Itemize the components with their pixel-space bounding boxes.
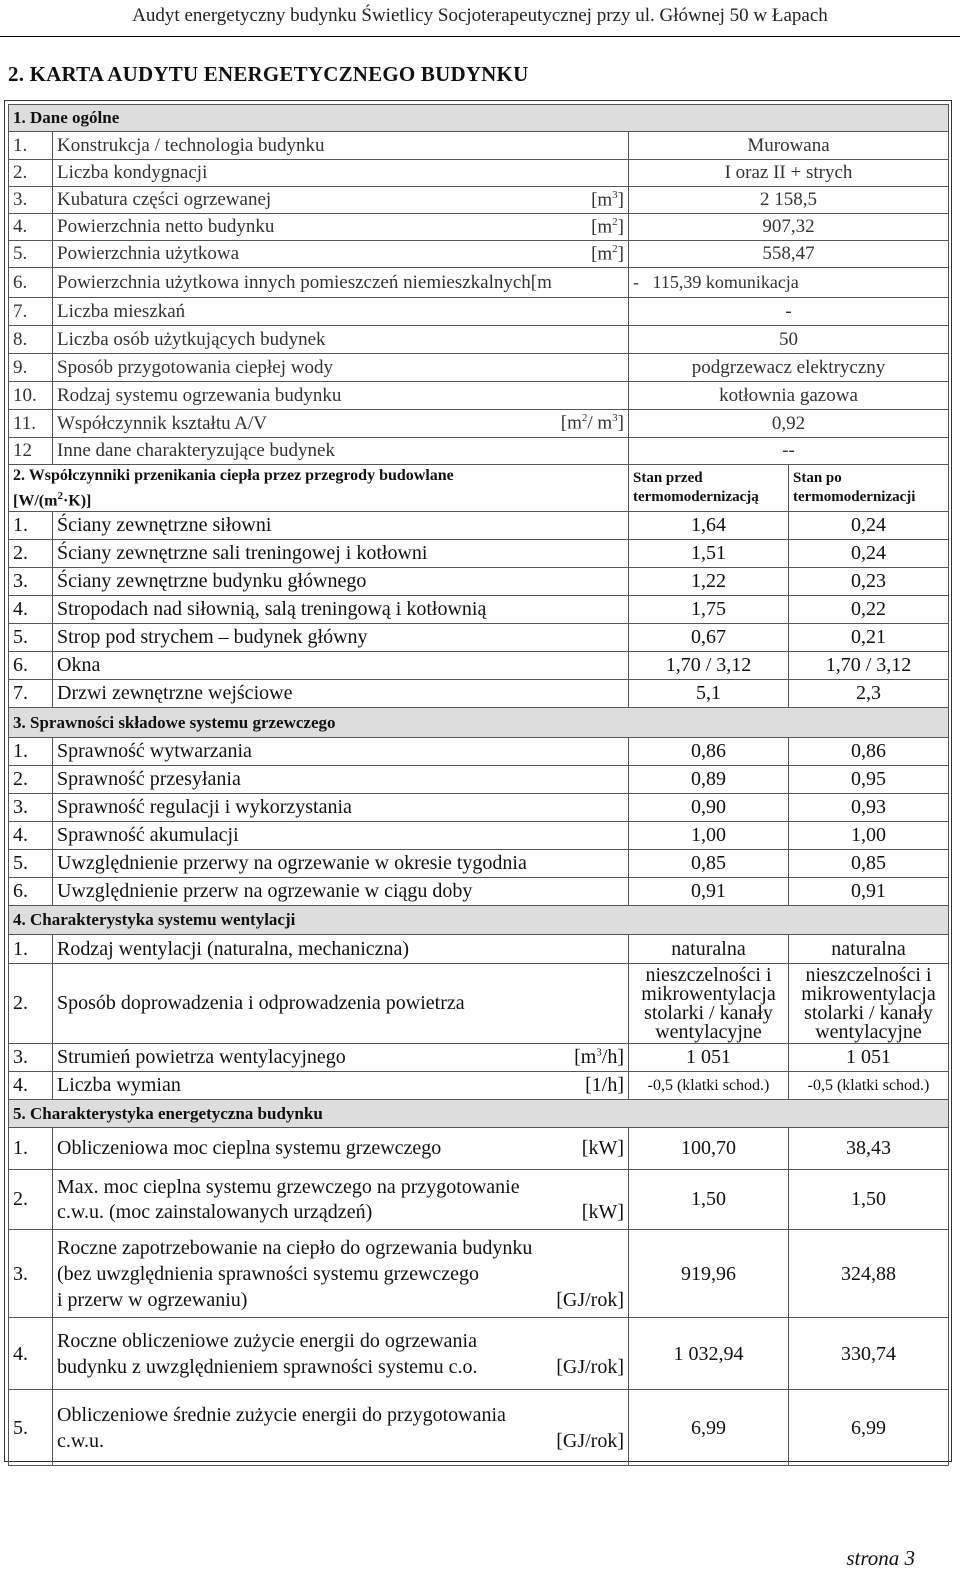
table-row: 5. Powierzchnia użytkowa $[m^2]$ 558,47 <box>9 241 949 268</box>
table-row: 8. Liczba osób użytkujących budynek 50 <box>9 326 949 354</box>
table-row: 7. Liczba mieszkań - <box>9 298 949 326</box>
table-row: 3. Roczne zapotrzebowanie na ciepło do ogrzewania budynku (bez uwzględnienia sprawności systemu grzewczego i przerw w ogrzewaniu) [GJ/rok] 919,96 324,88 <box>9 1230 949 1318</box>
table-row: 1. Konstrukcja / technologia budynku Murowana <box>9 132 949 160</box>
table-row: 9. Sposób przygotowania ciepłej wody podgrzewacz elektryczny <box>9 354 949 382</box>
table-row: 3. Kubatura części ogrzewanej $[m^3]$ 2 158,5 <box>9 187 949 214</box>
table-row: 1. Obliczeniowa moc cieplna systemu grzewczego [kW] 100,70 38,43 <box>9 1128 949 1170</box>
page-number: strona 3 <box>846 1546 915 1570</box>
table-row: 6. Uwzględnienie przerw na ogrzewanie w ciągu doby 0,91 0,91 <box>9 878 949 906</box>
table-row: 2. Liczba kondygnacji I oraz II + strych <box>9 160 949 187</box>
table-row: 1. Sprawność wytwarzania 0,86 0,86 <box>9 738 949 766</box>
section-2-heading: 2. Współczynniki przenikania ciepła przez przegrody budowlane $[W/(m^2\cdot K)]$ Stan przed termomodernizacją Stan po termomodernizacji <box>9 465 949 512</box>
table-row: 4. Powierzchnia netto budynku $[m^2]$ 907,32 <box>9 214 949 241</box>
table-row: 11. Współczynnik kształtu A/V [$m^2/$ $m^3$] 0,92 <box>9 410 949 438</box>
table-row: 3. Strumień powietrza wentylacyjnego $[m^3/h]$ 1 051 1 051 <box>9 1044 949 1072</box>
table-row: 5. Obliczeniowe średnie zużycie energii do przygotowania c.w.u. [GJ/rok] 6,99 6,99 <box>9 1390 949 1466</box>
table-row: 4. Stropodach nad siłownią, salą treningową i kotłownią 1,75 0,22 <box>9 596 949 624</box>
table-row: 4. Sprawność akumulacji 1,00 1,00 <box>9 822 949 850</box>
table-row: 1. Rodzaj wentylacji (naturalna, mechaniczna) naturalna naturalna <box>9 935 949 964</box>
table-row: 4. Roczne obliczeniowe zużycie energii do ogrzewania budynku z uwzględnieniem sprawności systemu c.o. [GJ/rok] 1 032,94 330,74 <box>9 1318 949 1390</box>
running-header: Audyt energetyczny budynku Świetlicy Socjoterapeutycznej przy ul. Głównej 50 w Łapach <box>0 0 960 37</box>
table-row: 2. Ściany zewnętrzne sali treningowej i kotłowni 1,51 0,24 <box>9 540 949 568</box>
column-header-after: Stan po termomodernizacji <box>789 465 949 512</box>
table-row: 6. Okna 1,70 / 3,12 1,70 / 3,12 <box>9 652 949 680</box>
table-row: 2. Sposób doprowadzenia i odprowadzenia powietrza nieszczelności i mikrowentylacja stolarki / kanały wentylacyjne nieszczelności i mikrowentylacja stolarki / kanały wentylacyjne <box>9 964 949 1044</box>
section-1-heading: 1. Dane ogólne <box>9 105 949 132</box>
unit: $[m^2]$ <box>591 242 624 265</box>
section-4-heading: 4. Charakterystyka systemu wentylacji <box>9 906 949 935</box>
table-row: 6. Powierzchnia użytkowa innych pomieszczeń niemieszkalnych[m - 115,39 komunikacja <box>9 268 949 298</box>
section-3-heading: 3. Sprawności składowe systemu grzewczego <box>9 708 949 738</box>
table-row: 10. Rodzaj systemu ogrzewania budynku kotłownia gazowa <box>9 382 949 410</box>
unit: $[m^3]$ <box>591 188 624 211</box>
table-row: 4. Liczba wymian [1/h] -0,5 (klatki schod.) -0,5 (klatki schod.) <box>9 1072 949 1100</box>
unit: $[m^3/h]$ <box>574 1046 624 1069</box>
table-row: 7. Drzwi zewnętrzne wejściowe 5,1 2,3 <box>9 680 949 708</box>
audit-table <box>8 104 949 1466</box>
unit: [$m^2/$ $m^3$] <box>560 412 624 434</box>
section-5-heading: 5. Charakterystyka energetyczna budynku <box>9 1100 949 1128</box>
column-header-before: Stan przed termomodernizacją <box>629 465 789 512</box>
table-row: 5. Strop pod strychem – budynek główny 0,67 0,21 <box>9 624 949 652</box>
table-row: 12 Inne dane charakteryzujące budynek -- <box>9 438 949 465</box>
unit: $[m^2]$ <box>591 215 624 238</box>
audit-card <box>4 100 952 1462</box>
table-row: 1. Ściany zewnętrzne siłowni 1,64 0,24 <box>9 512 949 540</box>
document-title: 2. KARTA AUDYTU ENERGETYCZNEGO BUDYNKU <box>8 62 529 86</box>
table-row: 2. Sprawność przesyłania 0,89 0,95 <box>9 766 949 794</box>
table-row: 5. Uwzględnienie przerwy na ogrzewanie w okresie tygodnia 0,85 0,85 <box>9 850 949 878</box>
unit: [1/h] <box>585 1074 624 1097</box>
table-row: 2. Max. moc cieplna systemu grzewczego na przygotowanie c.w.u. (moc zainstalowanych urządzeń) [kW] 1,50 1,50 <box>9 1170 949 1230</box>
table-row: 3. Sprawność regulacji i wykorzystania 0,90 0,93 <box>9 794 949 822</box>
table-row: 3. Ściany zewnętrzne budynku głównego 1,22 0,23 <box>9 568 949 596</box>
